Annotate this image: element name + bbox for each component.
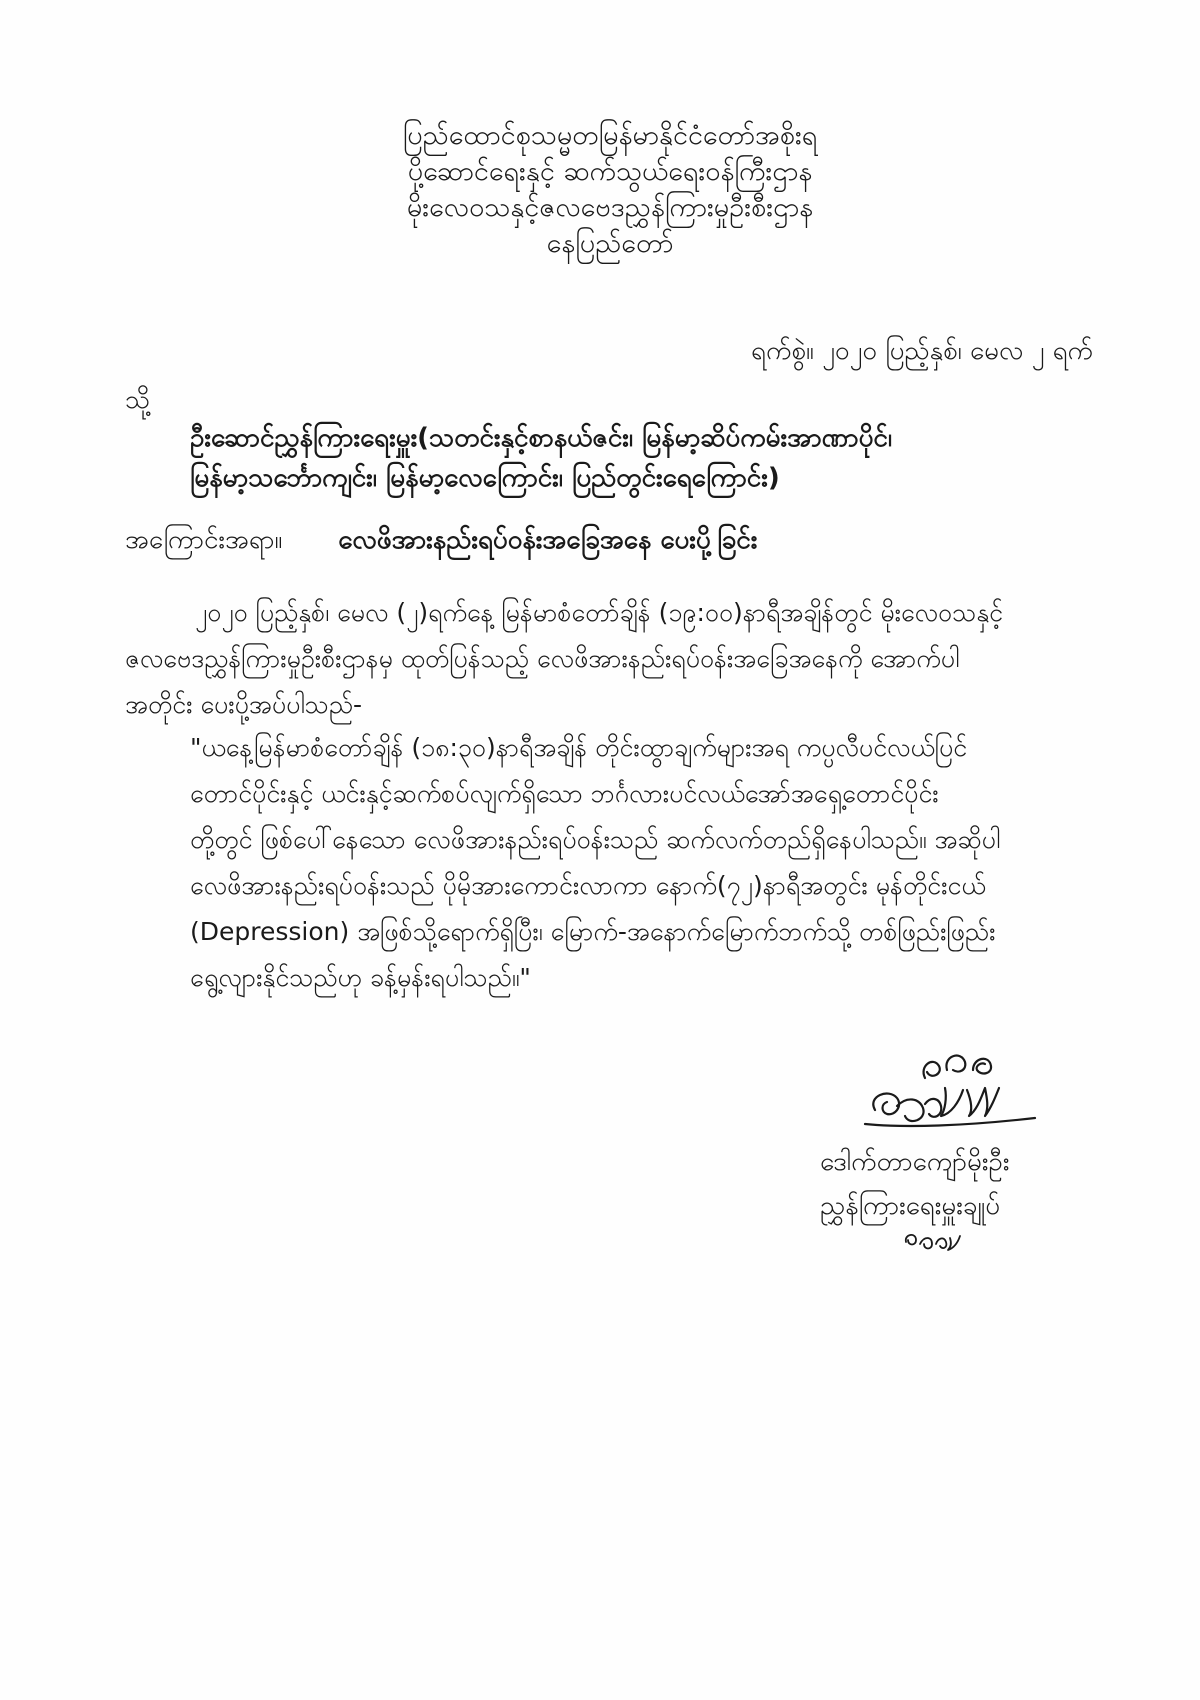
quoted-bulletin [190,725,1090,1001]
body-line-2: ဇလဗေဒညွှန်ကြားမှုဦးစီးဌာနမှ ထုတ်ပြန်သည့် လေဖိအားနည်းရပ်ဝန်းအခြေအနေကို အောက်ပါ [125,644,960,673]
handwritten-initials [900,1224,970,1254]
signer-block [820,1140,1009,1228]
letterhead-department: မိုးလေဝသနှင့်ဇလဗေဒညွှန်ကြားမှုဦးစီးဌာန [406,192,814,223]
signer-title: ညွှန်ကြားရေးမှူးချုပ် [820,1191,1001,1221]
body-line-3: အတိုင်း ပေးပို့အပ်ပါသည်- [125,690,363,719]
body-line-1: ၂၀၂၀ ပြည့်နှစ်၊ မေလ (၂)ရက်နေ့ မြန်မာစံတော်ချိန် (၁၉:၀၀)နာရီအချိန်တွင် မိုးလေဝသနှင့် [195,598,1004,627]
quote-line-5: (Depression) အဖြစ်သို့ရောက်ရှိပြီး၊ မြောက်-အနောက်မြောက်ဘက်သို့ တစ်ဖြည်းဖြည်း [190,917,996,946]
subject-text: လေဖိအားနည်းရပ်ဝန်းအခြေအနေ ပေးပို့ခြင်း [338,525,758,555]
body-paragraph [125,590,1090,728]
quote-line-3: တို့တွင် ဖြစ်ပေါ်နေသော လေဖိအားနည်းရပ်ဝန်းသည် ဆက်လက်တည်ရှိနေပါသည်။ အဆိုပါ [190,825,1001,854]
signer-name: ဒေါက်တာကျော်မိုးဦး [820,1147,1010,1177]
letterhead-city: နေပြည်တော် [546,228,674,259]
letter-date: ရက်စွဲ။ ၂၀၂၀ ပြည့်နှစ်၊ မေလ ၂ ရက် [751,336,1093,366]
recipient-line-1: ဦးဆောင်ညွှန်ကြားရေးမှူး(သတင်းနှင့်စာနယ်ဇင်း၊ မြန်မာ့ဆိပ်ကမ်းအာဏာပိုင်၊ [190,423,892,453]
handwritten-signature [855,1040,1055,1140]
recipient-block [190,418,1070,498]
quote-line-1: "ယနေ့မြန်မာစံတော်ချိန် (၁၈:၃၀)နာရီအချိန် တိုင်းထွာချက်များအရ ကပ္ပလီပင်လယ်ပြင် [190,733,968,762]
subject-line [125,522,757,561]
recipient-line-2: မြန်မာ့သင်္ဘောကျင်း၊ မြန်မာ့လေကြောင်း၊ ပြည်တွင်းရေကြောင်း) [190,463,780,493]
quote-line-4: လေဖိအားနည်းရပ်ဝန်းသည် ပိုမိုအားကောင်းလာကာ နောက်(၇၂)နာရီအတွင်း မုန်တိုင်းငယ် [190,871,986,900]
quote-line-2: တောင်ပိုင်းနှင့် ယင်းနှင့်ဆက်စပ်လျက်ရှိသော ဘင်္ဂလားပင်လယ်အော်အရှေ့တောင်ပိုင်း [190,779,939,808]
letterhead-government: ပြည်ထောင်စုသမ္မတမြန်မာနိုင်ငံတော်အစိုးရ [402,120,818,151]
letterhead-ministry: ပို့ဆောင်ရေးနှင့် ဆက်သွယ်ရေးဝန်ကြီးဌာန [407,156,813,187]
letterhead [380,118,840,262]
to-label: သို့ [125,385,151,415]
subject-label: အကြောင်းအရာ။ [125,525,283,555]
quote-line-6: ရွေ့လျားနိုင်သည်ဟု ခန့်မှန်းရပါသည်။" [190,963,531,992]
